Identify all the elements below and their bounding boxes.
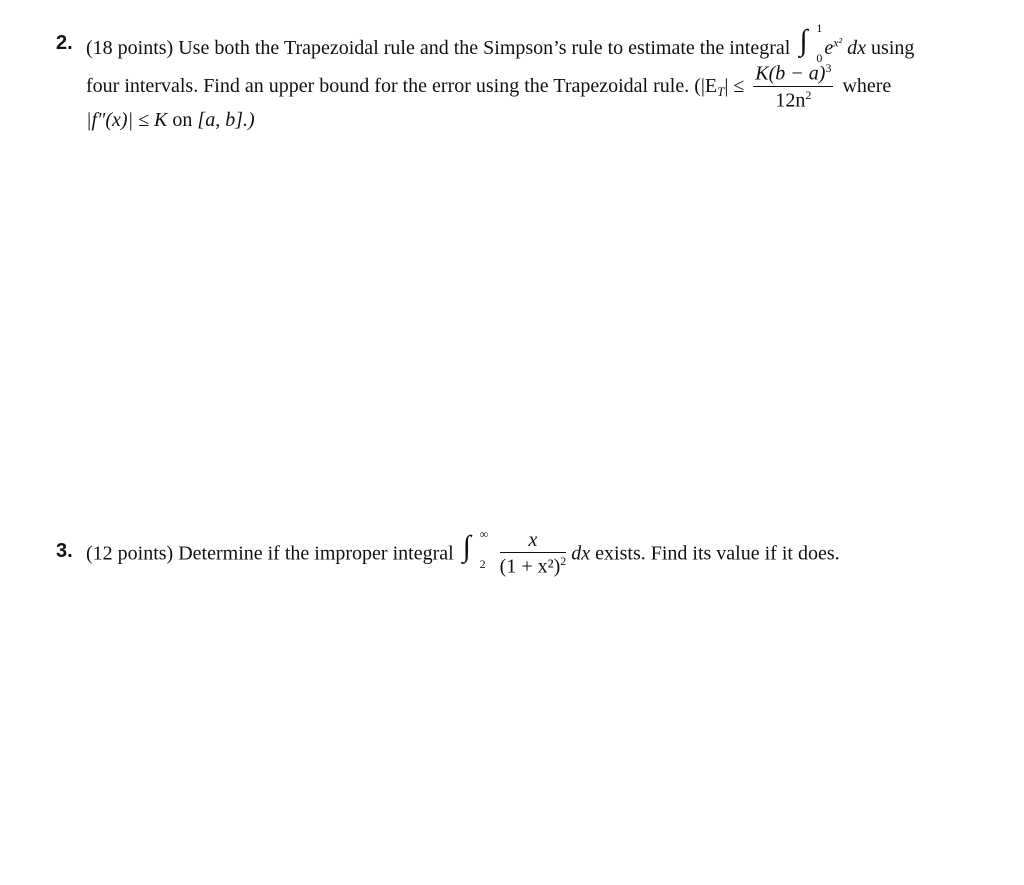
bound-denominator-exponent: 2 [805, 87, 812, 102]
problem-2-body [86, 21, 976, 138]
bound-numerator-exponent: 3 [825, 61, 832, 75]
integral-differential: dx [847, 37, 867, 59]
bound-denominator: 12n [775, 89, 806, 112]
integrand-numerator: x [500, 530, 567, 553]
problem-3-closing-text: exists. Find its value if it does. [595, 542, 840, 565]
integrand-base: e [824, 37, 834, 59]
problem-2-line-1 [86, 21, 915, 65]
problem-3-intro-text: (12 points) Determine if the improper integral [86, 542, 454, 565]
second-derivative-condition: |f″(x)| ≤ K [86, 109, 168, 131]
problem-3-body [86, 527, 976, 590]
problem-2-line-2 [86, 62, 891, 116]
problem-3-line-1 [86, 527, 840, 586]
problem-3-number: 3. [56, 540, 73, 562]
problem-2 [56, 21, 976, 138]
improper-integral-lower-limit: 2 [479, 557, 486, 572]
integral-upper-limit: 1 [816, 21, 823, 35]
error-bound-fraction [753, 62, 833, 110]
improper-integral-differential: dx [571, 542, 591, 565]
integral-symbol: ∫ 1 0 [799, 21, 823, 65]
problem-3 [56, 527, 976, 590]
problem-2-line-2-end: where [842, 75, 892, 98]
problem-2-intro-text: (18 points) Use both the Trapezoidal rule and the Simpson’s rule to estimate the integral [86, 37, 791, 59]
problem-2-number: 2. [56, 32, 73, 54]
problem-2-line-1-end: using [871, 37, 915, 59]
problem-2-error-text: four intervals. Find an upper bound for the error using the Trapezoidal rule. (|E [86, 75, 718, 98]
integrand-denominator-exponent: 2 [560, 554, 567, 568]
error-subscript: T [717, 83, 725, 99]
improper-integral-upper-limit: ∞ [479, 527, 489, 542]
bound-numerator: K(b − a) [755, 62, 826, 85]
condition-on: on [172, 109, 193, 131]
integrand-fraction [500, 530, 567, 577]
improper-integral-symbol: ∫ ∞ 2 [462, 527, 489, 572]
problem-2-line-3 [86, 110, 255, 130]
condition-interval: [a, b].) [197, 109, 255, 131]
error-relation: | ≤ [724, 75, 745, 98]
integrand-exponent: x² [833, 35, 843, 50]
integrand-denominator: (1 + x²) [499, 555, 561, 578]
integral-lower-limit: 0 [816, 51, 823, 65]
